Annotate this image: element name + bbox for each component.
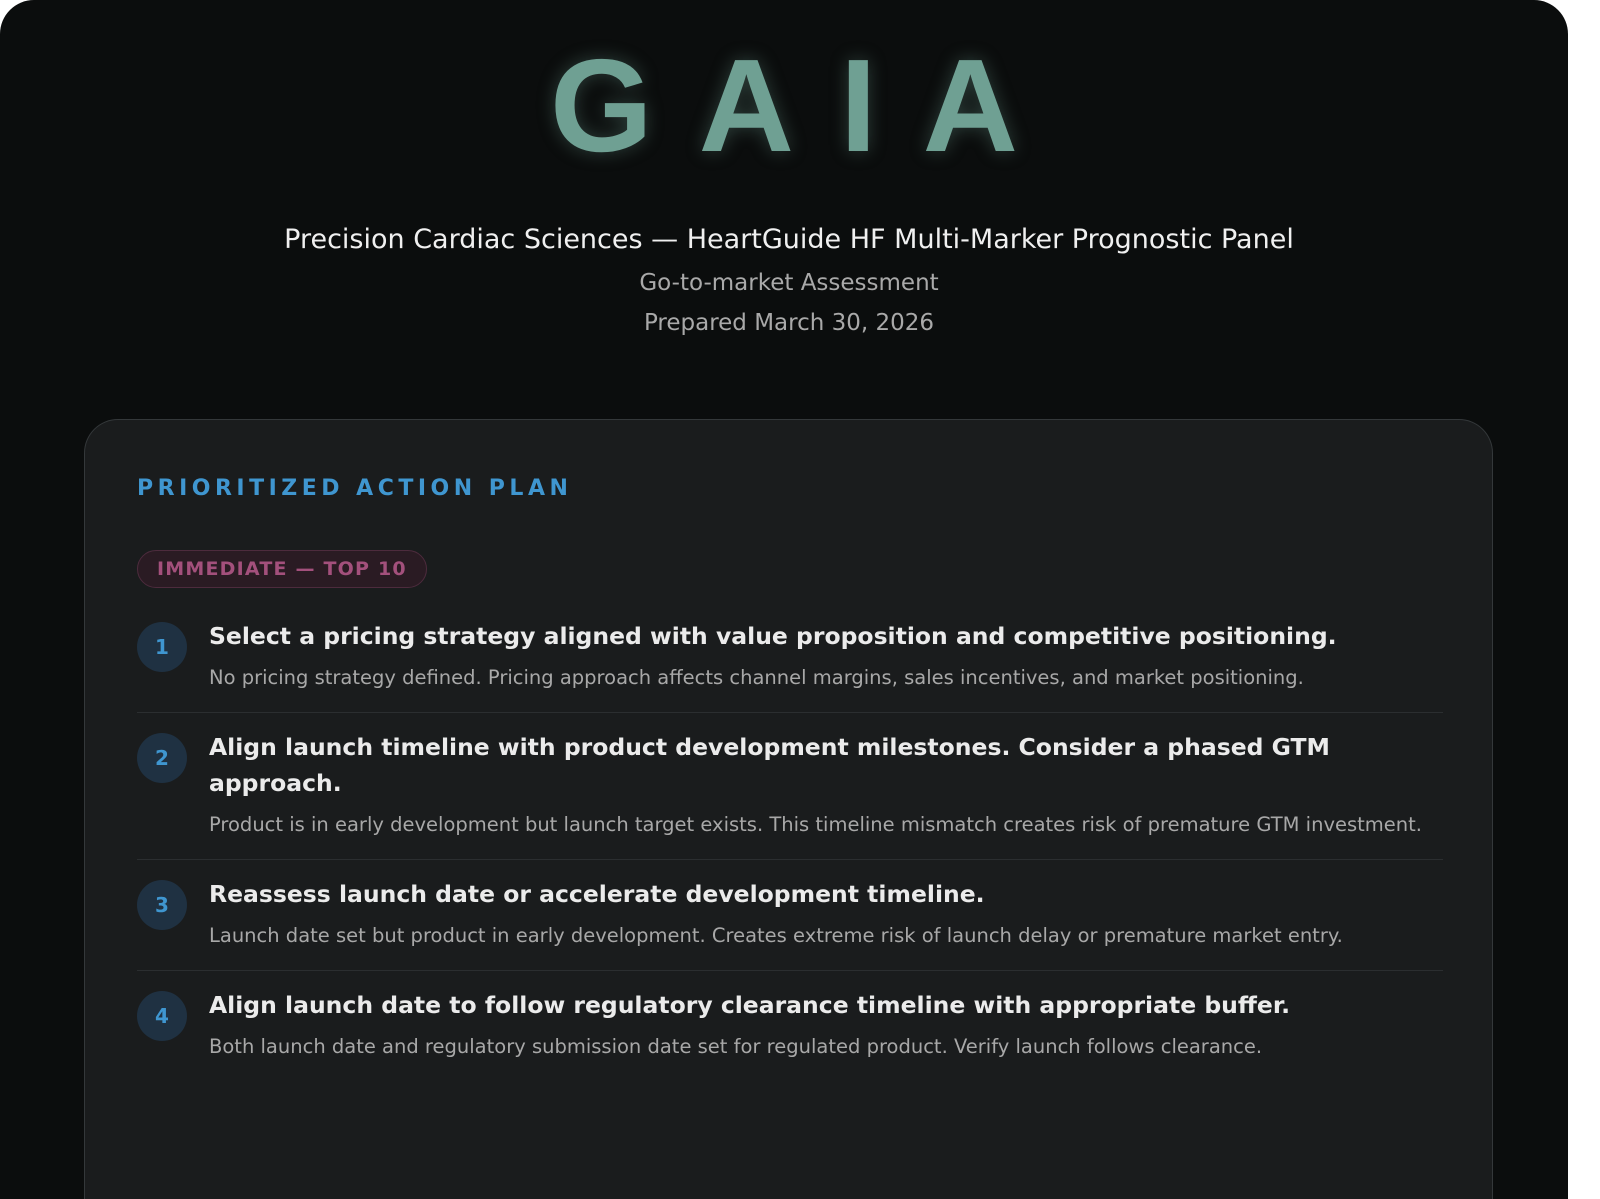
report-title: Precision Cardiac Sciences — HeartGuide HF Multi-Marker Prognostic Panel <box>284 224 1294 255</box>
item-title: Select a pricing strategy aligned with value proposition and competitive positioning. <box>209 622 1337 650</box>
item-number: 1 <box>137 622 187 672</box>
action-item <box>137 987 1443 1063</box>
item-description: Launch date set but product in early development. Creates extreme risk of launch delay or premature market entry. <box>209 924 1343 947</box>
action-item <box>137 876 1443 971</box>
section-title: PRIORITIZED ACTION PLAN <box>137 476 573 501</box>
item-description: Both launch date and regulatory submission date set for regulated product. Verify launch follows clearance. <box>209 1035 1263 1058</box>
action-item <box>137 618 1443 713</box>
action-list <box>137 618 1443 1063</box>
report-subtitle: Go-to-market Assessment <box>639 270 939 296</box>
gaia-logo: GAIA <box>550 32 1064 179</box>
action-plan-card <box>84 419 1493 1199</box>
prepared-date: Prepared March 30, 2026 <box>643 310 935 336</box>
item-description: No pricing strategy defined. Pricing approach affects channel margins, sales incentives, and market positioning. <box>209 666 1304 689</box>
priority-badge: IMMEDIATE — TOP 10 <box>137 550 427 588</box>
item-number: 4 <box>137 991 187 1041</box>
action-item <box>137 729 1443 860</box>
item-title: Align launch timeline with product development milestones. Consider a phased GTM approach. <box>209 733 1330 797</box>
item-description: Product is in early development but launch target exists. This timeline mismatch creates risk of premature GTM investment. <box>209 813 1422 836</box>
item-number: 2 <box>137 733 187 783</box>
item-title: Reassess launch date or accelerate development timeline. <box>209 880 985 908</box>
item-title: Align launch date to follow regulatory clearance timeline with appropriate buffer. <box>209 991 1291 1019</box>
item-number: 3 <box>137 880 187 930</box>
